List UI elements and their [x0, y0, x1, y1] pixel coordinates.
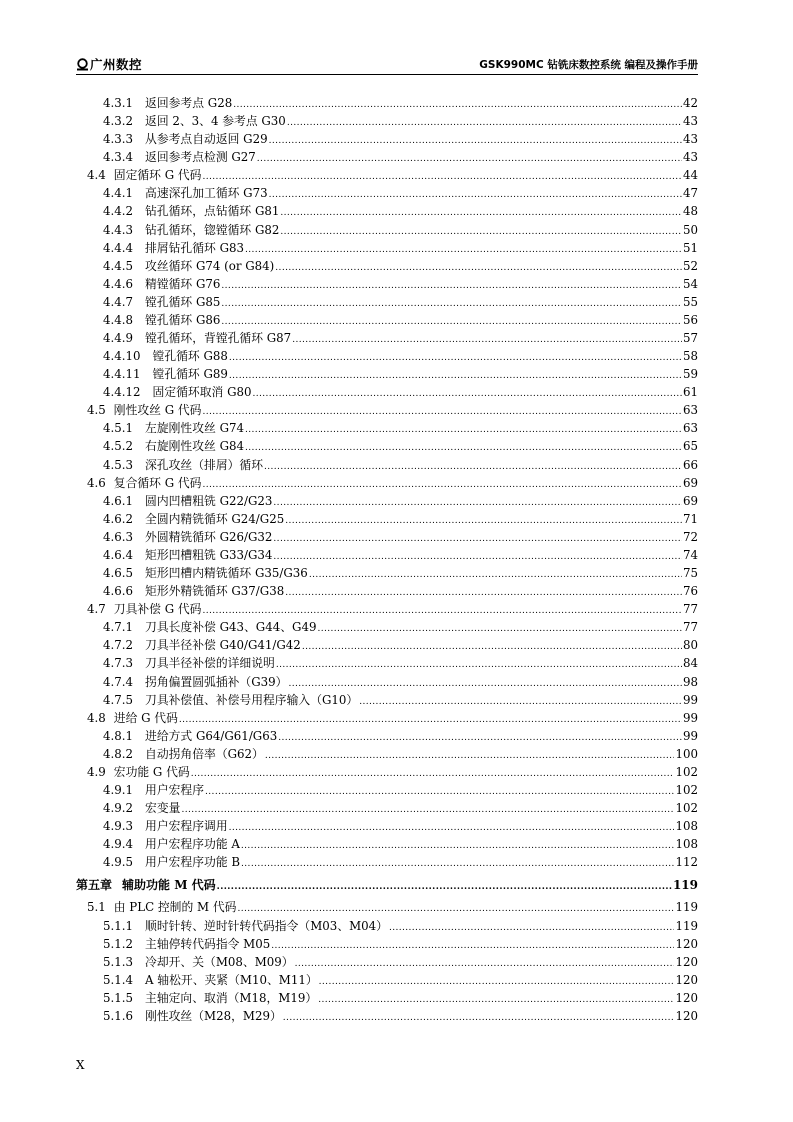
toc-entry[interactable]	[76, 419, 698, 437]
toc-entry[interactable]	[76, 917, 698, 935]
toc-dot-leader	[318, 995, 674, 1005]
toc-entry[interactable]	[76, 510, 698, 528]
toc-entry-title: 刚性攻丝 G 代码	[113, 403, 202, 418]
toc-entry[interactable]	[76, 293, 698, 311]
toc-entry[interactable]	[76, 582, 698, 600]
toc-entry-page: 119	[675, 900, 698, 915]
toc-dot-leader	[241, 859, 674, 869]
toc-entry-number: 5.1.2	[103, 936, 134, 951]
toc-entry-page: 51	[682, 240, 698, 255]
toc-dot-leader	[245, 443, 682, 453]
toc-entry[interactable]	[76, 184, 698, 202]
toc-entry-title: 主轴定向、取消（M18，M19）	[145, 990, 318, 1005]
toc-entry-number: 4.3.1	[103, 96, 134, 110]
toc-entry-number: 5.1.4	[103, 972, 134, 987]
toc-entry-title: 刀具补偿 G 代码	[113, 602, 202, 617]
toc-entry-title: 进给方式 G64/G61/G63	[145, 728, 278, 743]
toc-entry-number: 4.6.1	[103, 493, 134, 508]
toc-entry[interactable]	[76, 112, 698, 130]
toc-entry-page: 108	[675, 819, 698, 834]
toc-entry-number: 4.6	[87, 475, 106, 490]
toc-entry-number: 4.9.5	[103, 855, 134, 870]
toc-entry-title: 全圆内精铣循环 G24/G25	[145, 511, 285, 526]
toc-entry-number: 4.9.4	[103, 837, 134, 852]
toc-entry-page: 72	[682, 529, 698, 544]
toc-entry-page: 43	[682, 150, 698, 165]
toc-entry-title: 攻丝循环 G74 (or G84)	[145, 258, 275, 273]
toc-dot-leader	[319, 977, 675, 987]
toc-entry-number: 4.6.5	[103, 566, 134, 581]
toc-dot-leader	[295, 959, 675, 969]
toc-entry[interactable]	[76, 618, 698, 636]
toc-dot-leader	[191, 769, 675, 779]
toc-entry[interactable]	[76, 763, 698, 781]
toc-entry[interactable]	[76, 781, 698, 799]
toc-entry-title: 宏功能 G 代码	[113, 764, 190, 779]
toc-entry-title: 左旋刚性攻丝 G74	[145, 421, 244, 436]
toc-entry-title: 刀具补偿值、补偿号用程序输入（G10）	[145, 692, 359, 707]
toc-dot-leader	[245, 245, 682, 255]
toc-entry[interactable]	[76, 474, 698, 492]
toc-dot-leader	[245, 425, 682, 435]
toc-entry-page: 100	[675, 746, 698, 761]
toc-entry-title: 镗孔循环，背镗孔循环 G87	[145, 331, 292, 346]
toc-entry-title: 固定循环 G 代码	[113, 168, 202, 183]
toc-entry[interactable]	[76, 221, 698, 239]
gsk-logo-icon	[76, 58, 89, 71]
toc-entry-page: 112	[675, 855, 698, 870]
toc-entry-title: 冷却开、关（M08、M09）	[145, 954, 294, 969]
toc-entry[interactable]	[76, 953, 698, 971]
toc-entry-number: 4.7.2	[103, 638, 134, 653]
toc-entry-page: 77	[682, 602, 698, 617]
toc-entry-title: 镗孔循环 G85	[145, 294, 221, 309]
toc-dot-leader	[265, 751, 675, 761]
toc-entry[interactable]	[76, 148, 698, 166]
toc-dot-leader	[275, 263, 682, 273]
toc-entry-page: 77	[682, 620, 698, 635]
toc-entry-number: 4.6.3	[103, 529, 134, 544]
toc-entry-title: 矩形外精铣循环 G37/G38	[145, 584, 285, 599]
toc-entry[interactable]	[76, 1007, 698, 1025]
toc-dot-leader	[202, 407, 682, 417]
toc-entry-title: 用户宏程序功能 A	[145, 837, 240, 852]
toc-dot-leader	[278, 733, 682, 743]
toc-entry-number: 4.3.4	[103, 150, 134, 165]
toc-entry-page: 54	[682, 276, 698, 291]
toc-entry-page: 98	[682, 674, 698, 689]
toc-dot-leader	[389, 923, 675, 933]
toc-entry[interactable]	[76, 437, 698, 455]
toc-entry-number: 4.7.3	[103, 656, 134, 671]
toc-entry[interactable]	[76, 546, 698, 564]
toc-dot-leader	[221, 299, 682, 309]
page-header	[76, 54, 698, 75]
toc-entry[interactable]	[76, 94, 698, 112]
toc-entry-title: 返回 2、3、4 参考点 G30	[145, 114, 286, 129]
toc-entry-title: 精镗循环 G76	[145, 276, 221, 291]
toc-dot-leader	[179, 715, 682, 725]
toc-dot-leader	[309, 570, 682, 580]
toc-entry-page: 63	[682, 403, 698, 418]
toc-entry-number: 4.8.2	[103, 746, 134, 761]
toc-dot-leader	[217, 882, 672, 892]
toc-entry-page: 99	[682, 692, 698, 707]
toc-entry-number: 4.4.4	[103, 240, 134, 255]
toc-entry-page: 119	[675, 918, 698, 933]
toc-entry[interactable]	[76, 166, 698, 184]
toc-entry[interactable]	[76, 383, 698, 401]
toc-entry[interactable]	[76, 935, 698, 953]
toc-entry[interactable]	[76, 691, 698, 709]
toc-entry-number: 5.1	[87, 900, 106, 915]
toc-entry-number: 4.5	[87, 403, 106, 418]
toc-entry-page: 102	[675, 801, 698, 816]
toc-entry-page: 59	[682, 367, 698, 382]
toc-dot-leader	[285, 516, 682, 526]
toc-entry[interactable]	[76, 492, 698, 510]
toc-entry[interactable]	[76, 673, 698, 691]
toc-dot-leader	[229, 371, 682, 381]
toc-dot-leader	[287, 118, 682, 128]
manual-title: GSK990MC 钻铣床数控系统 编程及操作手册	[479, 59, 698, 71]
toc-entry-number: 4.3.2	[103, 114, 134, 129]
toc-entry[interactable]	[76, 835, 698, 853]
toc-entry-number: 4.7.4	[103, 674, 134, 689]
logo-text: 广州数控	[90, 57, 143, 72]
toc-entry-page: 102	[675, 782, 698, 797]
toc-entry[interactable]	[76, 636, 698, 654]
toc-dot-leader	[292, 335, 682, 345]
toc-entry-page: 75	[682, 566, 698, 581]
toc-dot-leader	[237, 904, 674, 914]
toc-entry-page: 99	[682, 728, 698, 743]
toc-dot-leader	[221, 317, 682, 327]
toc-dot-leader	[181, 805, 674, 815]
toc-entry-page: 61	[682, 385, 698, 400]
toc-entry-page: 44	[682, 168, 698, 183]
toc-entry-number: 4.4.10	[103, 349, 141, 364]
toc-entry-title: 顺时针转、逆时针转代码指令（M03、M04）	[145, 918, 388, 933]
toc-entry-page: 74	[682, 547, 698, 562]
toc-entry-title: 进给 G 代码	[113, 710, 178, 725]
toc-entry-number: 4.4.6	[103, 276, 134, 291]
toc-entry-number: 4.7.1	[103, 620, 134, 635]
toc-entry-page: 69	[682, 493, 698, 508]
toc-entry-title: 用户宏程序功能 B	[145, 855, 241, 870]
table-of-contents	[76, 94, 698, 1025]
toc-entry-number: 5.1.1	[103, 918, 134, 933]
toc-entry-title: 排屑钻孔循环 G83	[145, 240, 244, 255]
toc-entry-title: 返回参考点 G28	[145, 96, 233, 110]
toc-entry-number: 4.9	[87, 764, 106, 779]
toc-entry-page: 84	[682, 656, 698, 671]
toc-entry-number: 4.9.1	[103, 782, 134, 797]
toc-entry-title: 宏变量	[145, 801, 181, 816]
toc-entry-number: 4.4.3	[103, 222, 134, 237]
toc-entry-number: 4.4.12	[103, 385, 141, 400]
toc-entry[interactable]	[76, 528, 698, 546]
toc-entry-title: 高速深孔加工循环 G73	[145, 186, 268, 201]
toc-entry-title: 刀具半径补偿的详细说明	[145, 656, 275, 671]
toc-entry-page: 120	[675, 990, 698, 1005]
toc-entry-title: 外圆精铣循环 G26/G32	[145, 529, 273, 544]
toc-dot-leader	[302, 642, 682, 652]
toc-entry-page: 50	[682, 222, 698, 237]
toc-entry-number: 4.8.1	[103, 728, 134, 743]
toc-dot-leader	[273, 534, 682, 544]
toc-dot-leader	[273, 552, 682, 562]
toc-entry[interactable]	[76, 311, 698, 329]
toc-entry[interactable]	[76, 799, 698, 817]
toc-entry-number: 4.6.6	[103, 584, 134, 599]
toc-entry-title: 右旋刚性攻丝 G84	[145, 439, 244, 454]
toc-entry-number: 4.3.3	[103, 132, 134, 147]
toc-entry-page: 119	[672, 878, 698, 893]
toc-dot-leader	[202, 606, 682, 616]
toc-entry[interactable]	[76, 329, 698, 347]
toc-dot-leader	[285, 588, 682, 598]
toc-entry-page: 120	[675, 936, 698, 951]
toc-entry-page: 43	[682, 114, 698, 129]
toc-entry-page: 80	[682, 638, 698, 653]
toc-entry[interactable]	[76, 745, 698, 763]
toc-entry-title: 复合循环 G 代码	[113, 475, 202, 490]
toc-entry-number: 4.6.2	[103, 511, 134, 526]
toc-entry-page: 76	[682, 584, 698, 599]
toc-entry-page: 120	[675, 954, 698, 969]
toc-entry[interactable]	[76, 347, 698, 365]
toc-entry-page: 71	[682, 511, 698, 526]
toc-entry-number: 4.5.1	[103, 421, 134, 436]
toc-entry-number: 4.7.5	[103, 692, 134, 707]
toc-dot-leader	[269, 190, 682, 200]
toc-entry[interactable]	[76, 971, 698, 989]
toc-entry-page: 42	[682, 96, 698, 110]
toc-entry-page: 69	[682, 475, 698, 490]
toc-entry-title: 返回参考点检测 G27	[145, 150, 256, 165]
toc-entry[interactable]	[76, 401, 698, 419]
toc-dot-leader	[276, 660, 682, 670]
toc-dot-leader	[253, 389, 682, 399]
toc-entry-page: 99	[682, 710, 698, 725]
toc-entry-number: 4.5.2	[103, 439, 134, 454]
toc-entry-title: 刀具半径补偿 G40/G41/G42	[145, 638, 301, 653]
toc-entry-number: 4.4	[87, 168, 106, 183]
toc-dot-leader	[280, 208, 682, 218]
toc-dot-leader	[359, 697, 682, 707]
toc-entry-number: 4.7	[87, 602, 106, 617]
toc-entry-title: 圆内凹槽粗铣 G22/G23	[145, 493, 273, 508]
toc-entry-title: 钻孔循环，点钻循环 G81	[145, 204, 280, 219]
toc-entry-number: 4.8	[87, 710, 106, 725]
toc-entry-number: 4.9.2	[103, 801, 134, 816]
toc-entry-number: 4.4.8	[103, 312, 134, 327]
toc-entry-page: 52	[682, 258, 698, 273]
toc-entry[interactable]	[76, 239, 698, 257]
toc-dot-leader	[269, 136, 682, 146]
toc-entry[interactable]	[76, 989, 698, 1007]
toc-dot-leader	[257, 154, 682, 164]
toc-dot-leader	[205, 787, 674, 797]
toc-entry-page: 65	[682, 439, 698, 454]
toc-entry-page: 63	[682, 421, 698, 436]
toc-entry[interactable]	[76, 202, 698, 220]
toc-entry-page: 43	[682, 132, 698, 147]
toc-entry[interactable]	[76, 600, 698, 618]
toc-entry-number: 4.9.3	[103, 819, 134, 834]
toc-entry-title: 深孔攻丝（排屑）循环	[145, 457, 264, 472]
toc-entry-number: 4.5.3	[103, 457, 134, 472]
toc-entry-title: 自动拐角倍率（G62）	[145, 746, 264, 761]
toc-entry-page: 120	[675, 972, 698, 987]
toc-entry-page: 120	[675, 1008, 698, 1023]
toc-entry-number: 5.1.6	[103, 1008, 134, 1023]
toc-entry-number: 4.4.7	[103, 294, 134, 309]
toc-entry[interactable]	[76, 275, 698, 293]
toc-dot-leader	[229, 823, 675, 833]
toc-entry-title: 矩形凹槽粗铣 G33/G34	[145, 547, 273, 562]
toc-entry-title: 用户宏程序	[145, 782, 205, 797]
toc-dot-leader	[317, 624, 682, 634]
toc-entry-title: 镗孔循环 G88	[152, 349, 228, 364]
toc-entry-title: 用户宏程序调用	[145, 819, 228, 834]
toc-entry-page: 102	[675, 764, 698, 779]
toc-entry[interactable]	[76, 654, 698, 672]
toc-entry-page: 48	[682, 204, 698, 219]
toc-entry-number: 第五章	[76, 878, 113, 893]
toc-dot-leader	[233, 100, 682, 110]
toc-entry[interactable]	[76, 456, 698, 474]
toc-dot-leader	[271, 941, 674, 951]
toc-entry-number: 5.1.3	[103, 954, 134, 969]
toc-entry-page: 66	[682, 457, 698, 472]
toc-dot-leader	[202, 480, 682, 490]
toc-entry-title: 矩形凹槽内精铣循环 G35/G36	[145, 566, 308, 581]
toc-dot-leader	[273, 498, 682, 508]
toc-entry-number: 4.4.1	[103, 186, 134, 201]
toc-dot-leader	[264, 462, 682, 472]
toc-entry-title: 拐角偏置圆弧插补（G39）	[145, 674, 288, 689]
toc-entry[interactable]	[76, 817, 698, 835]
toc-entry-title: 刀具长度补偿 G43、G44、G49	[145, 620, 317, 635]
toc-dot-leader	[288, 679, 682, 689]
toc-chapter-entry[interactable]	[76, 876, 698, 894]
toc-entry[interactable]	[76, 130, 698, 148]
company-logo	[76, 55, 142, 73]
toc-entry-title: 镗孔循环 G86	[145, 312, 221, 327]
toc-entry[interactable]	[76, 898, 698, 916]
toc-entry-page: 47	[682, 186, 698, 201]
toc-dot-leader	[241, 841, 675, 851]
toc-entry-title: 辅助功能 M 代码	[122, 878, 216, 893]
toc-entry-title: 镗孔循环 G89	[152, 367, 228, 382]
page-number: X	[76, 1058, 85, 1072]
toc-entry-title: A 轴松开、夹紧（M10、M11）	[145, 972, 318, 987]
toc-entry[interactable]	[76, 709, 698, 727]
toc-entry-page: 57	[682, 331, 698, 346]
toc-entry-title: 刚性攻丝（M28，M29）	[145, 1008, 282, 1023]
toc-entry-number: 5.1.5	[103, 990, 134, 1005]
toc-entry-number: 4.6.4	[103, 547, 134, 562]
toc-entry-title: 主轴停转代码指令 M05	[145, 936, 271, 951]
toc-entry-page: 56	[682, 312, 698, 327]
toc-entry-page: 58	[682, 349, 698, 364]
toc-entry-number: 4.4.9	[103, 331, 134, 346]
toc-dot-leader	[229, 353, 682, 363]
toc-entry[interactable]	[76, 365, 698, 383]
toc-entry-title: 固定循环取消 G80	[152, 385, 252, 400]
toc-dot-leader	[202, 172, 682, 182]
toc-dot-leader	[280, 227, 682, 237]
toc-entry-number: 4.4.5	[103, 258, 134, 273]
toc-entry-title: 钻孔循环，锪镗循环 G82	[145, 222, 280, 237]
toc-dot-leader	[221, 281, 682, 291]
toc-dot-leader	[283, 1013, 675, 1023]
toc-entry[interactable]	[76, 257, 698, 275]
toc-entry-page: 55	[682, 294, 698, 309]
toc-entry-title: 由 PLC 控制的 M 代码	[113, 900, 237, 915]
toc-entry-number: 4.4.11	[103, 367, 141, 382]
toc-entry[interactable]	[76, 727, 698, 745]
toc-entry-number: 4.4.2	[103, 204, 134, 219]
toc-entry[interactable]	[76, 564, 698, 582]
toc-entry-page: 108	[675, 837, 698, 852]
toc-entry[interactable]	[76, 853, 698, 871]
toc-entry-title: 从参考点自动返回 G29	[145, 132, 268, 147]
